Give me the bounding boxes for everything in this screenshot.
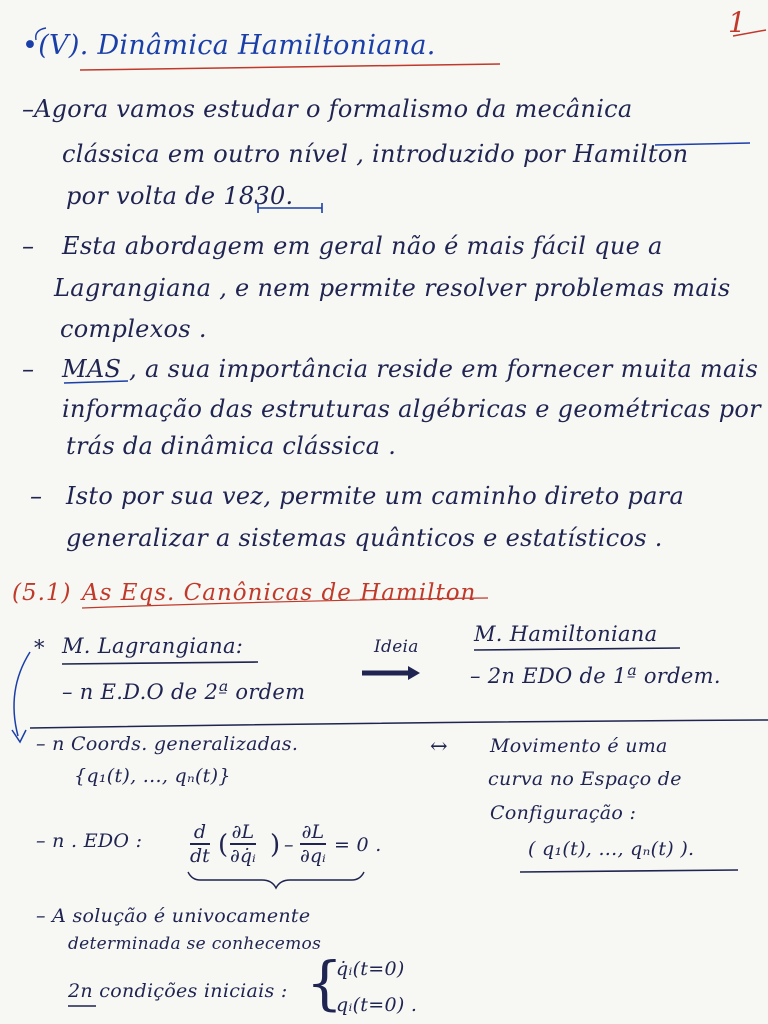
page-title: •(V). Dinâmica Hamiltoniana. [22, 30, 436, 61]
section-underline [82, 598, 488, 608]
hamiltonian-label: M. Hamiltoniana [474, 622, 658, 646]
close-paren: ) [270, 830, 281, 860]
intro-1-bullet: – [22, 95, 35, 123]
intro-4-line-2: generalizar a sistemas quânticos e estatísticos . [66, 524, 663, 552]
curved-arrow-line [14, 652, 30, 736]
year-underline [258, 203, 322, 213]
dqdot-denominator: ∂q̇ᵢ [230, 844, 256, 867]
title-paren [36, 28, 46, 40]
dq-denominator: ∂qᵢ [300, 844, 326, 867]
title-underline [80, 64, 500, 70]
solution-line-1: – A solução é univocamente [36, 905, 311, 927]
intro-4-bullet: – [30, 482, 43, 510]
curved-arrow-head [12, 730, 26, 742]
ideia-label: Ideia [374, 637, 419, 657]
lagrangian-underline [62, 662, 258, 664]
d-numerator: d [193, 821, 206, 843]
dt-denominator: dt [190, 844, 210, 867]
intro-2-line-1: Esta abordagem em geral não é mais fácil que a [62, 232, 663, 260]
equation-underbrace [188, 872, 364, 888]
movement-line-3: Configuração : [490, 802, 637, 824]
section-title: As Eqs. Canônicas de Hamilton [82, 580, 477, 606]
intro-4-line-1: Isto por sua vez, permite um caminho direto para [66, 482, 685, 510]
minus-sign: – [284, 834, 294, 856]
intro-3-line-2: informação das estruturas algébricas e geométricas por [62, 395, 761, 423]
hamilton-underline [655, 143, 750, 145]
edo-prefix: – n . EDO : [36, 830, 143, 852]
conditions-label: 2n condições iniciais : [68, 980, 288, 1002]
mas-underline [64, 381, 128, 383]
ideia-arrow-head [408, 666, 420, 680]
star-mark: * [34, 636, 45, 660]
intro-2-line-2: Lagrangiana , e nem permite resolver problemas mais [54, 274, 731, 302]
bidirectional-arrow-icon: ↔ [430, 734, 448, 758]
intro-2-line-3: complexos . [60, 315, 207, 343]
section-number: (5.1) [12, 580, 72, 606]
conditions-brace: { [306, 949, 343, 1017]
dl-numerator-1: ∂L [231, 821, 255, 843]
intro-2-bullet: – [22, 232, 35, 260]
page-number: 1 [728, 6, 747, 39]
lagrangian-label: M. Lagrangiana: [62, 634, 244, 658]
solution-line-2: determinada se conhecemos [68, 934, 322, 954]
intro-3-bullet: – [22, 355, 35, 383]
condition-1: q̇ᵢ(t=0) [336, 958, 405, 980]
movement-line-2: curva no Espaço de [488, 768, 682, 790]
open-paren: ( [218, 830, 229, 860]
page-number-underline [733, 30, 766, 36]
condition-2: qᵢ(t=0) . [336, 994, 418, 1016]
intro-3-line-1: MAS , a sua importância reside em fornecer muita mais [62, 355, 759, 383]
intro-1-line-3: por volta de 1830. [66, 182, 294, 210]
tuple-underline [520, 870, 738, 872]
movement-line-1: Movimento é uma [490, 735, 668, 757]
configuration-tuple: ( q₁(t), ..., qₙ(t) ). [528, 838, 695, 860]
intro-1-line-2: clássica em outro nível , introduzido por Hamilton [62, 140, 689, 168]
dl-numerator-2: ∂L [301, 821, 325, 843]
intro-3-line-3: trás da dinâmica clássica . [66, 432, 397, 460]
coords-line-1: – n Coords. generalizadas. [36, 733, 299, 755]
hamiltonian-edo: – 2n EDO de 1ª ordem. [470, 664, 721, 688]
coords-line-2: {q₁(t), ..., qₙ(t)} [74, 765, 231, 787]
hamiltonian-underline [474, 648, 680, 650]
equals-zero: = 0 . [334, 834, 382, 856]
separator-line [30, 720, 768, 728]
lagrangian-edo: – n E.D.O de 2ª ordem [62, 680, 306, 704]
intro-1-line-1: Agora vamos estudar o formalismo da mecânica [34, 95, 633, 123]
